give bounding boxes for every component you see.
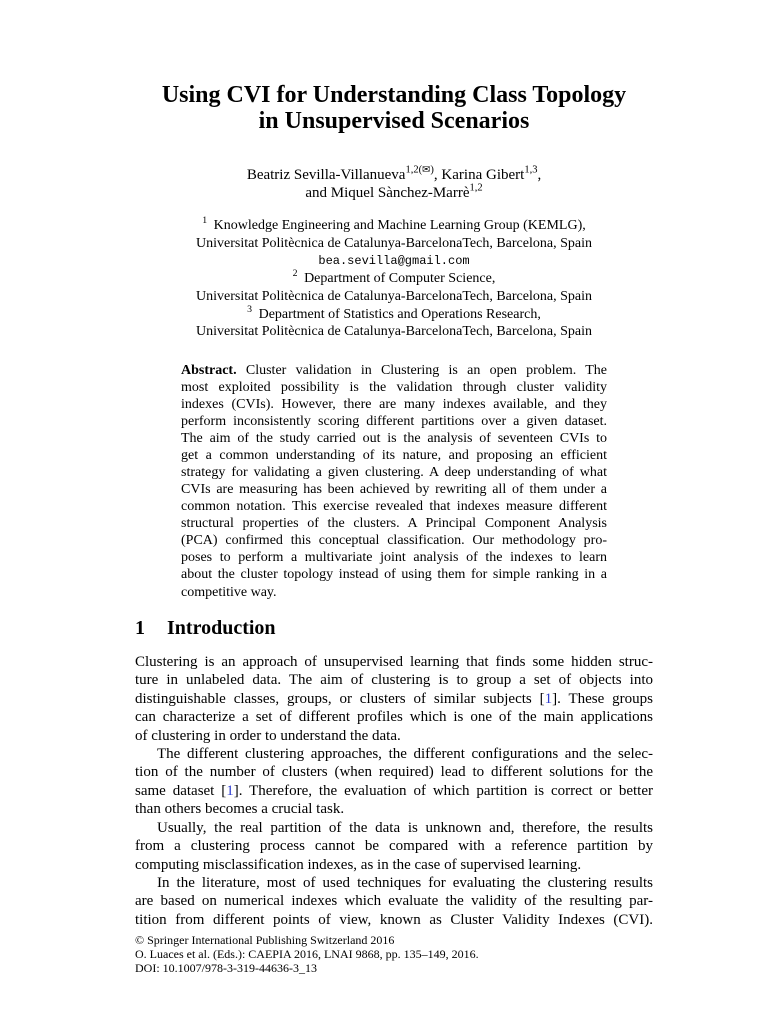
author-conjunction: and <box>305 185 328 201</box>
body-line: can characterize a set of different profiles which is one of the main applications <box>135 709 653 726</box>
section-number: 1 <box>135 617 145 639</box>
abstract-line: The aim of the study carried out is the analysis of seventeen CVIs to <box>181 430 607 446</box>
abstract-line: (PCA) confirmed this conceptual classification. Our methodology pro- <box>181 533 607 549</box>
body-line: from a clustering process cannot be compared with a reference partition by <box>135 838 653 855</box>
body-text-block <box>135 653 653 930</box>
abstract-line: strategy for validating a given clustering. A deep understanding of what <box>181 464 607 480</box>
body-line: tition from different points of view, known as Cluster Validity Indexes (CVI). <box>135 911 653 928</box>
abstract <box>181 362 607 601</box>
abstract-line: about the cluster topology instead of using them for simple ranking in a <box>181 567 607 583</box>
author-line <box>135 166 653 184</box>
author-separator: , <box>433 167 438 183</box>
citation[interactable] <box>221 783 239 799</box>
affiliation-line: Universitat Politècnica de Catalunya-BarcelonaTech, Barcelona, Spain <box>196 235 592 251</box>
author-list <box>135 166 653 202</box>
section-heading <box>135 616 653 640</box>
title-line: in Unsupervised Scenarios <box>258 108 530 134</box>
corresponding-mark-paren: ( <box>418 164 423 176</box>
envelope-icon: ✉ <box>422 164 431 176</box>
body-line: tion of the number of clusters (when required) lead to different solutions for the <box>135 764 653 781</box>
citation-bracket: ] <box>233 782 239 799</box>
author-name: Beatriz Sevilla-Villanueva <box>246 167 406 183</box>
body-line: Clustering is an approach of unsupervised learning that finds some hidden struc- <box>135 653 653 670</box>
page-footer <box>135 933 653 975</box>
affiliation-text: Department of Computer Science, <box>304 271 496 287</box>
body-line: of clustering in order to understand the data. <box>135 727 401 744</box>
abstract-line: common notation. This exercise revealed that indexes measure different <box>181 499 607 515</box>
body-line: Usually, the real partition of the data is unknown and, therefore, the results <box>157 819 653 836</box>
paper-title <box>135 82 653 134</box>
body-line: than others becomes a crucial task. <box>135 801 345 818</box>
body-text: . These groups <box>557 690 653 707</box>
affiliation-list <box>135 217 653 341</box>
abstract-line: indexes (CVIs). However, there are many indexes available, and they <box>181 396 607 412</box>
author-line <box>135 184 653 202</box>
body-line <box>135 690 653 708</box>
proceedings-citation: O. Luaces et al. (Eds.): CAEPIA 2016, LNAI 9868, pp. 135–149, 2016. <box>135 947 479 961</box>
abstract-text: Cluster validation in Clustering is an open problem. The <box>245 362 607 378</box>
author-affiliation-marks <box>405 165 433 176</box>
affiliation-line: Universitat Politècnica de Catalunya-BarcelonaTech, Barcelona, Spain <box>196 324 592 340</box>
abstract-line: get a common understanding of its nature, and proposing an efficient <box>181 447 607 463</box>
title-line: Using CVI for Understanding Class Topology <box>161 82 627 108</box>
author-name: Karina Gibert <box>441 167 525 183</box>
copyright-notice: © Springer International Publishing Switzerland 2016 <box>135 933 395 947</box>
body-line: are based on numerical indexes which evaluate the validity of the resulting par- <box>135 893 653 910</box>
abstract-line: perform inconsistently scoring different partitions over a given dataset. <box>181 413 607 429</box>
affiliation-line <box>135 303 653 324</box>
abstract-line: CVIs are measuring has been achieved by rewriting all of them under a <box>181 482 607 498</box>
corresponding-mark-paren: ) <box>430 164 434 176</box>
citation-bracket: [ <box>539 690 545 707</box>
body-line: computing misclassification indexes, as in the case of supervised learning. <box>135 856 582 873</box>
doi: DOI: 10.1007/978-3-319-44636-3_13 <box>135 961 317 975</box>
citation-bracket: [ <box>221 782 227 799</box>
affiliation-number: 2 <box>292 268 298 280</box>
abstract-line: structural properties of the clusters. A Principal Component Analysis <box>181 516 607 532</box>
body-line <box>135 782 653 800</box>
body-text: distinguishable classes, groups, or clusters of similar subjects <box>135 690 532 707</box>
body-line: In the literature, most of used techniques for evaluating the clustering results <box>157 875 653 892</box>
affiliation-numbers: 1,2 <box>469 182 483 194</box>
affiliation-numbers: 1,2 <box>405 164 419 176</box>
abstract-label: Abstract. <box>181 362 237 378</box>
body-text: . Therefore, the evaluation of which partition is correct or better <box>238 782 654 799</box>
abstract-line: poses to perform a multivariate joint analysis of the indexes to learn <box>181 550 607 566</box>
citation[interactable] <box>540 691 558 707</box>
affiliation-number: 3 <box>247 303 253 315</box>
affiliation-line <box>135 270 653 288</box>
body-line: ture in unlabeled data. The aim of clustering is to group a set of objects into <box>135 672 653 689</box>
body-line: The different clustering approaches, the different configurations and the selec- <box>157 745 653 762</box>
author-email: bea.sevilla@gmail.com <box>318 253 470 268</box>
affiliation-text: Department of Statistics and Operations Research, <box>258 306 541 322</box>
abstract-line <box>181 362 607 379</box>
citation-bracket: ] <box>552 690 558 707</box>
author-separator: , <box>537 167 542 183</box>
citation-link[interactable]: 1 <box>226 782 234 799</box>
body-text: same dataset <box>135 782 215 799</box>
section-title: Introduction <box>167 617 276 639</box>
affiliation-line <box>135 217 653 235</box>
affiliation-line: Universitat Politècnica de Catalunya-BarcelonaTech, Barcelona, Spain <box>196 288 592 304</box>
affiliation-text: Knowledge Engineering and Machine Learning Group (KEMLG), <box>213 218 586 234</box>
author-name: Miquel Sànchez-Marrè <box>330 185 470 201</box>
citation-link[interactable]: 1 <box>544 690 553 707</box>
abstract-line: competitive way. <box>181 584 277 600</box>
abstract-line: most exploited possibility is the validation through cluster validity <box>181 379 607 395</box>
affiliation-numbers: 1,3 <box>524 164 538 176</box>
affiliation-number: 1 <box>202 215 208 227</box>
